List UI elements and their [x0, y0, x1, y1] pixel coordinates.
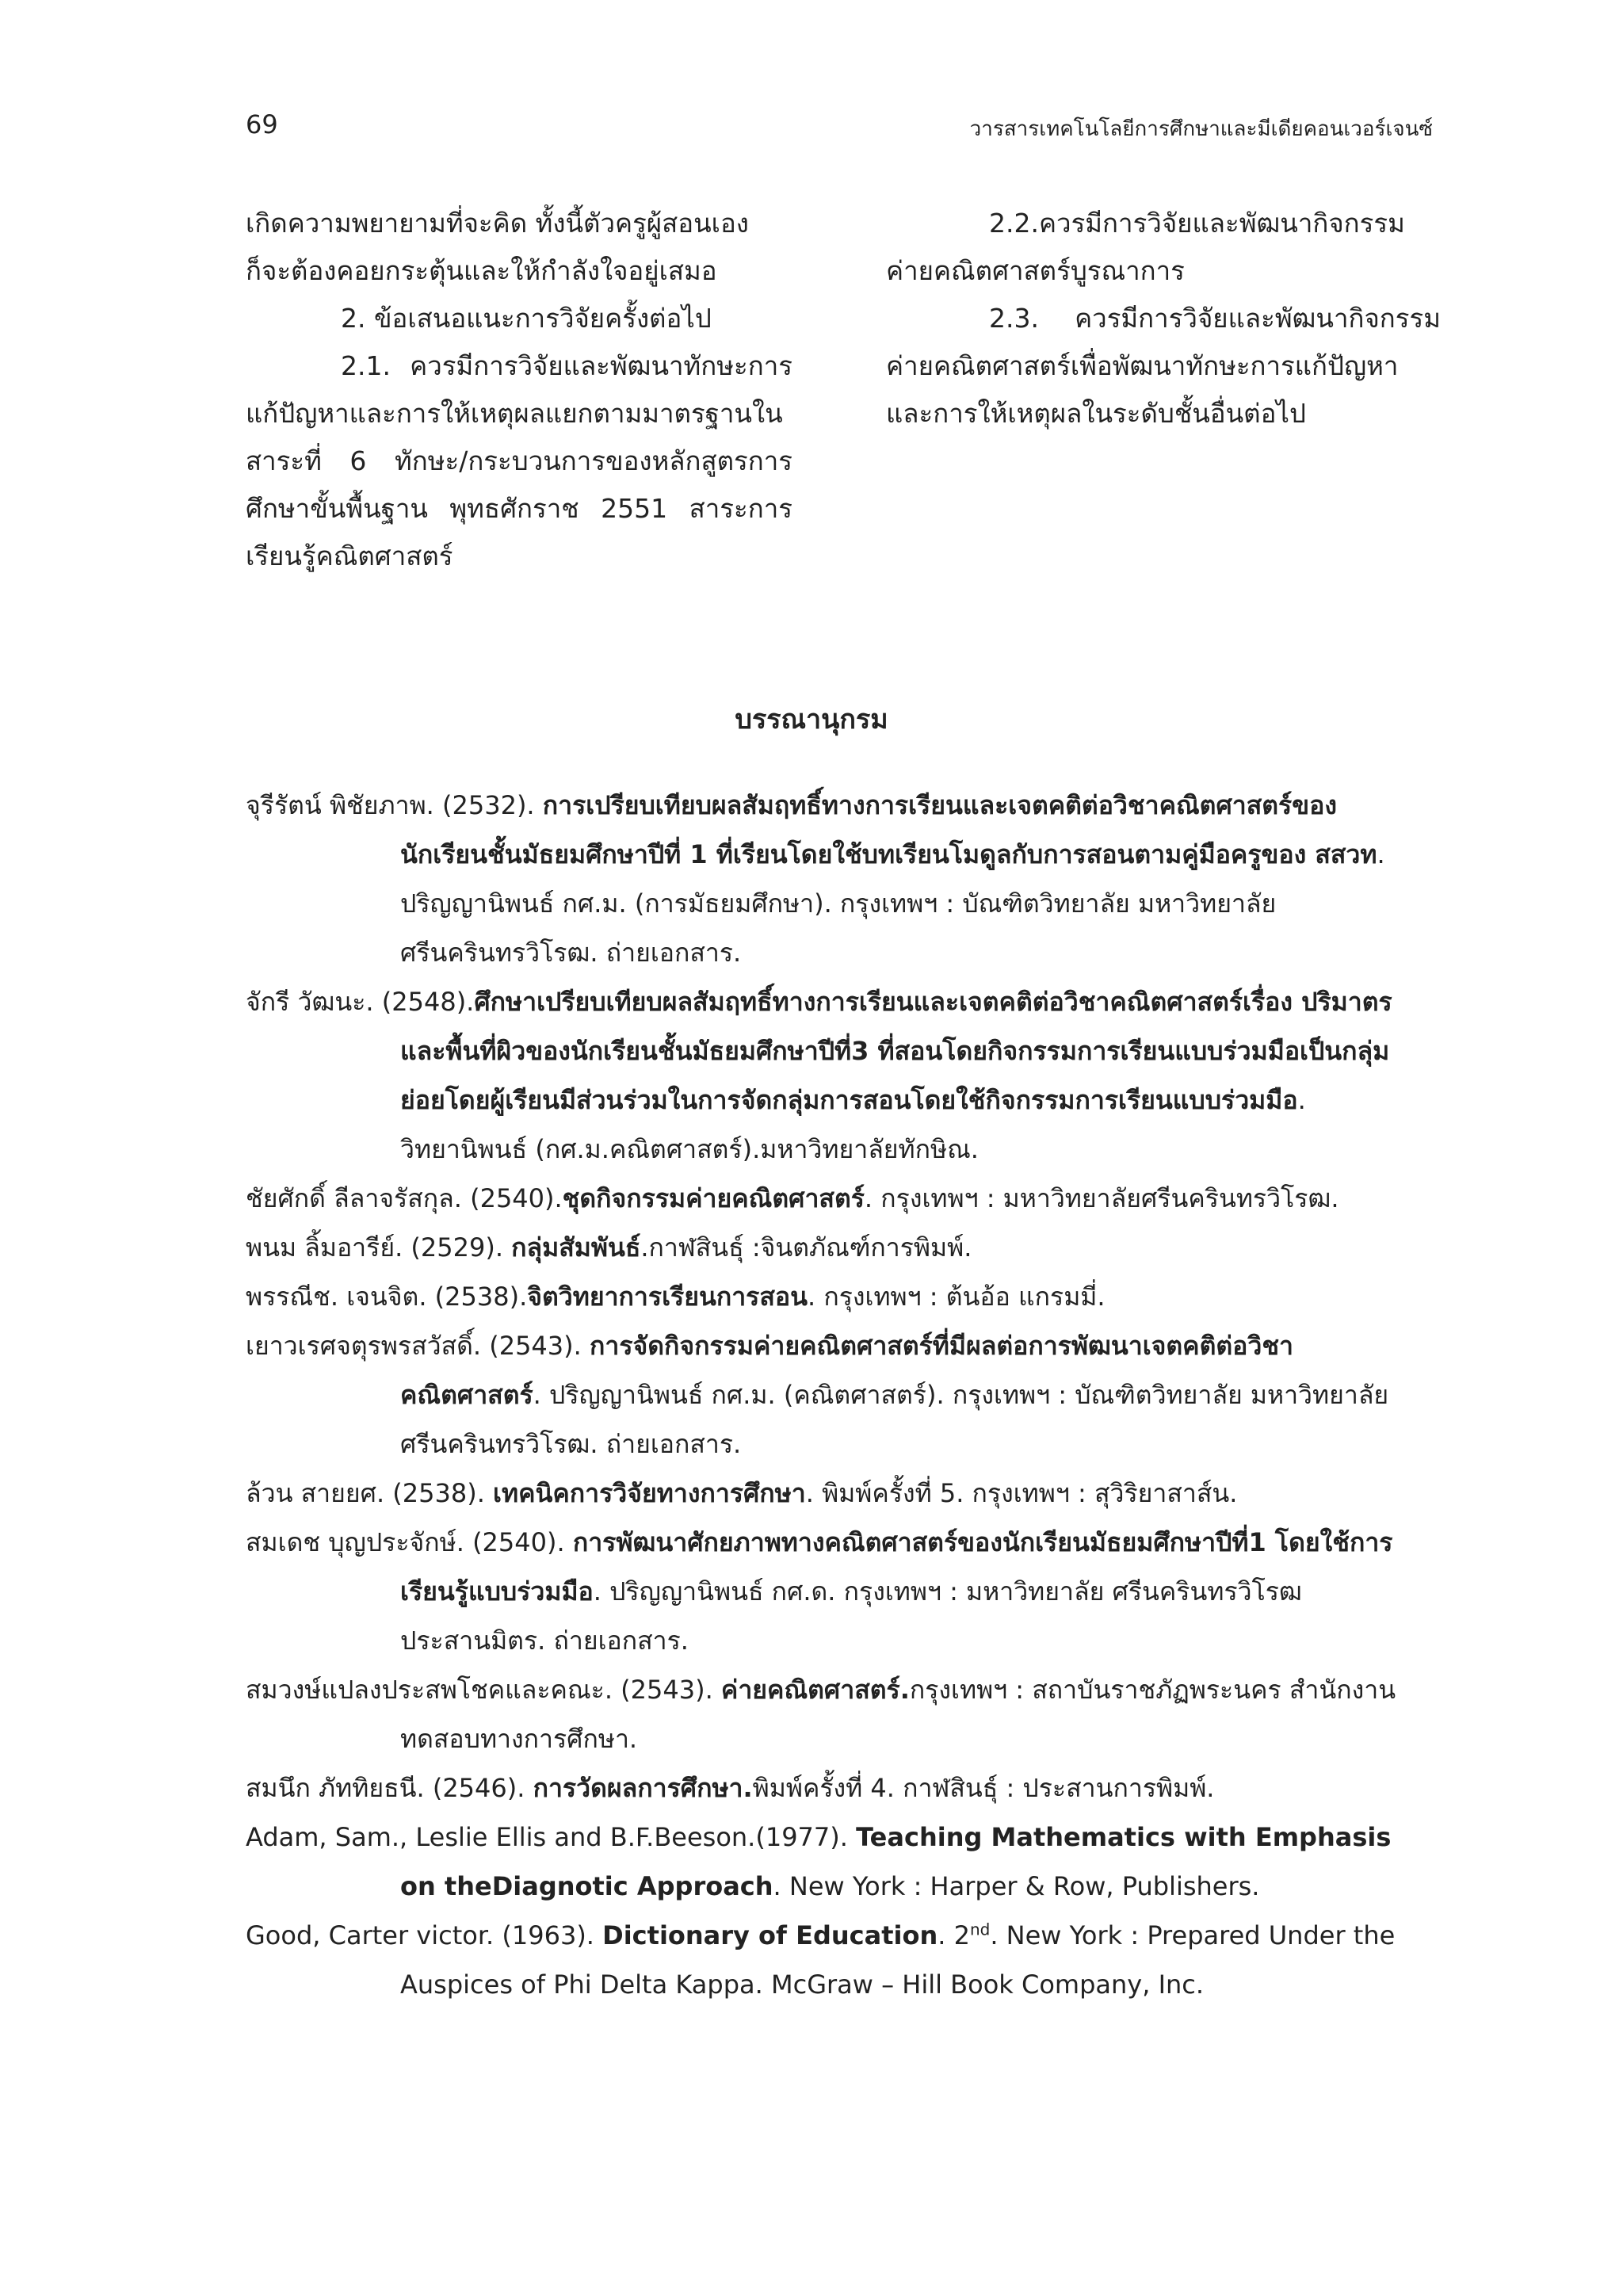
ref-publication: กรุงเทพฯ : สถาบันราชภัฏพระนคร สำนักงานทดสอบทางการศึกษา.: [400, 1675, 1396, 1754]
recommendation-2-2: 2.2.ควรมีการวิจัยและพัฒนากิจกรรมค่ายคณิตศาสตร์บูรณาการ: [886, 208, 1405, 286]
reference-entry: [246, 1174, 1419, 1223]
ref-publication: . กรุงเทพฯ : ต้นอ้อ แกรมมี่.: [807, 1282, 1106, 1312]
ref-title: การพัฒนาศักยภาพทางคณิตศาสตร์ของนักเรียนมัธยมศึกษาปีที่1 โดยใช้การเรียนรู้แบบร่วมมือ: [400, 1527, 1393, 1606]
ref-author: Adam, Sam., Leslie Ellis and B.F.Beeson.(1977).: [246, 1822, 857, 1852]
ref-author: สมวงษ์แปลงประสพโชคและคณะ. (2543).: [246, 1675, 721, 1705]
reference-entry: [246, 1321, 1419, 1469]
section-heading: 2. ข้อเสนอแนะการวิจัยครั้งต่อไป: [341, 303, 712, 334]
ref-publication: . กรุงเทพฯ : มหาวิทยาลัยศรีนครินทรวิโรฒ.: [864, 1183, 1339, 1213]
paragraph-line: เกิดความพยายามที่จะคิด ทั้งนี้ตัวครูผู้สอนเอง: [246, 208, 749, 239]
ref-publication: . วิทยานิพนธ์ (กศ.ม.คณิตศาสตร์).มหาวิทยาลัยทักษิณ.: [400, 1085, 1306, 1164]
ref-publication: . New York : Harper & Row, Publishers.: [773, 1871, 1260, 1901]
ref-publication: . ปริญญานิพนธ์ กศ.ม. (การมัธยมศึกษา). กรุงเทพฯ : บัณฑิตวิทยาลัย มหาวิทยาลัยศรีนครินทรวิโรฒ. ถ่ายเอกสาร.: [400, 839, 1385, 968]
ref-publication: . New York : Prepared Under the Auspices of Phi Delta Kappa. McGraw – Hill Book Company, Inc.: [400, 1920, 1396, 2000]
left-column: [246, 200, 792, 580]
ref-title: ชุดกิจกรรมค่ายคณิตศาสตร์: [562, 1183, 865, 1213]
reference-entry: [246, 1223, 1419, 1272]
ref-title: จิตวิทยาการเรียนการสอน: [527, 1282, 808, 1312]
ref-publication: . ปริญญานิพนธ์ กศ.ด. กรุงเทพฯ : มหาวิทยาลัย ศรีนครินทรวิโรฒประสานมิตร. ถ่ายเอกสาร.: [400, 1576, 1302, 1656]
ref-publication: พิมพ์ครั้งที่ 4. กาฬสินธุ์ : ประสานการพิมพ์.: [752, 1773, 1215, 1803]
ref-author: Good, Carter victor. (1963).: [246, 1920, 603, 1950]
ref-edition: . 2: [938, 1920, 970, 1950]
reference-list: [246, 781, 1419, 2009]
recommendation-2-1: 2.1. ควรมีการวิจัยและพัฒนาทักษะการแก้ปัญหาและการให้เหตุผลแยกตามมาตรฐานในสาระที่ 6 ทักษะ/กระบวนการของหลักสูตรการศึกษาขั้นพื้นฐาน พุทธศักราช 2551 สาระการเรียนรู้คณิตศาสตร์: [246, 350, 792, 571]
ref-title: การวัดผลการศึกษา.: [533, 1773, 753, 1803]
ref-title: การเปรียบเทียบผลสัมฤทธิ์ทางการเรียนและเจตคติต่อวิชาคณิตศาสตร์ของนักเรียนชั้นมัธยมศึกษาปีที่ 1 ที่เรียนโดยใช้บทเรียนโมดูลกับการสอนตามคู่มือครูของ สสวท: [400, 790, 1377, 869]
ref-author: จุรีรัตน์ พิชัยภาพ. (2532).: [246, 790, 543, 820]
ref-author: จักรี วัฒนะ. (2548).: [246, 987, 475, 1017]
reference-entry: [246, 1813, 1419, 1911]
reference-entry: [246, 1469, 1419, 1518]
ref-publication: . พิมพ์ครั้งที่ 5. กรุงเทพฯ : สุวิริยาสาส์น.: [805, 1478, 1238, 1508]
ref-title: ศึกษาเปรียบเทียบผลสัมฤทธิ์ทางการเรียนและเจตคติต่อวิชาคณิตศาสตร์เรื่อง ปริมาตรและพื้นที่ผิวของนักเรียนชั้นมัธยมศึกษาปีที่3 ที่สอนโดยกิจกรรมการเรียนแบบร่วมมือเป็นกลุ่มย่อยโดยผู้เรียนมีส่วนร่วมในการจัดกลุ่มการสอนโดยใช้กิจกรรมการเรียนแบบร่วมมือ: [400, 987, 1392, 1115]
ref-title: Dictionary of Education: [602, 1920, 938, 1950]
ref-author: เยาวเรศจตุรพรสวัสดิ์. (2543).: [246, 1331, 590, 1361]
ref-title: เทคนิคการวิจัยทางการศึกษา: [493, 1478, 806, 1508]
bibliography-heading: บรรณานุกรม: [735, 704, 888, 735]
ref-author: พรรณีช. เจนจิต. (2538).: [246, 1282, 528, 1312]
ref-author: ล้วน สายยศ. (2538).: [246, 1478, 494, 1508]
reference-entry: [246, 781, 1419, 977]
reference-entry: [246, 1763, 1419, 1813]
ref-author: สมเดช บุญประจักษ์. (2540).: [246, 1527, 573, 1557]
journal-title: วารสารเทคโนโลยีการศึกษาและมีเดียคอนเวอร์เจนซ์: [969, 117, 1433, 141]
ref-title: Teaching Mathematics with Emphasis on theDiagnotic Approach: [400, 1822, 1392, 1901]
ref-title: กลุ่มสัมพันธ์: [511, 1232, 641, 1263]
ref-author: สมนึก ภัททิยธนี. (2546).: [246, 1773, 533, 1803]
recommendation-2-3: 2.3. ควรมีการวิจัยและพัฒนากิจกรรมค่ายคณิตศาสตร์เพื่อพัฒนาทักษะการแก้ปัญหาและการให้เหตุผลในระดับชั้นอื่นต่อไป: [886, 303, 1441, 429]
reference-entry: [246, 1518, 1419, 1665]
ref-author: ชัยศักดิ์ ลีลาจรัสกุล. (2540).: [246, 1183, 563, 1213]
right-column: [886, 200, 1441, 437]
ref-publication: . ปริญญานิพนธ์ กศ.ม. (คณิตศาสตร์). กรุงเทพฯ : บัณฑิตวิทยาลัย มหาวิทยาลัยศรีนครินทรวิโรฒ. ถ่ายเอกสาร.: [400, 1380, 1389, 1459]
ref-edition-superscript: nd: [969, 1920, 991, 1939]
reference-entry: [246, 1911, 1419, 2009]
ref-title: ค่ายคณิตศาสตร์.: [720, 1675, 910, 1705]
page-number: 69: [246, 109, 278, 139]
reference-entry: [246, 1272, 1419, 1321]
reference-entry: [246, 977, 1419, 1174]
ref-publication: .กาฬสินธุ์ :จินตภัณฑ์การพิมพ์.: [640, 1232, 972, 1263]
ref-author: พนม ลิ้มอารีย์. (2529).: [246, 1232, 512, 1263]
ref-title: การจัดกิจกรรมค่ายคณิตศาสตร์ที่มีผลต่อการพัฒนาเจตคติต่อวิชาคณิตศาสตร์: [400, 1331, 1294, 1410]
reference-entry: [246, 1665, 1419, 1763]
paragraph-line: ก็จะต้องคอยกระตุ้นและให้กำลังใจอยู่เสมอ: [246, 255, 717, 286]
